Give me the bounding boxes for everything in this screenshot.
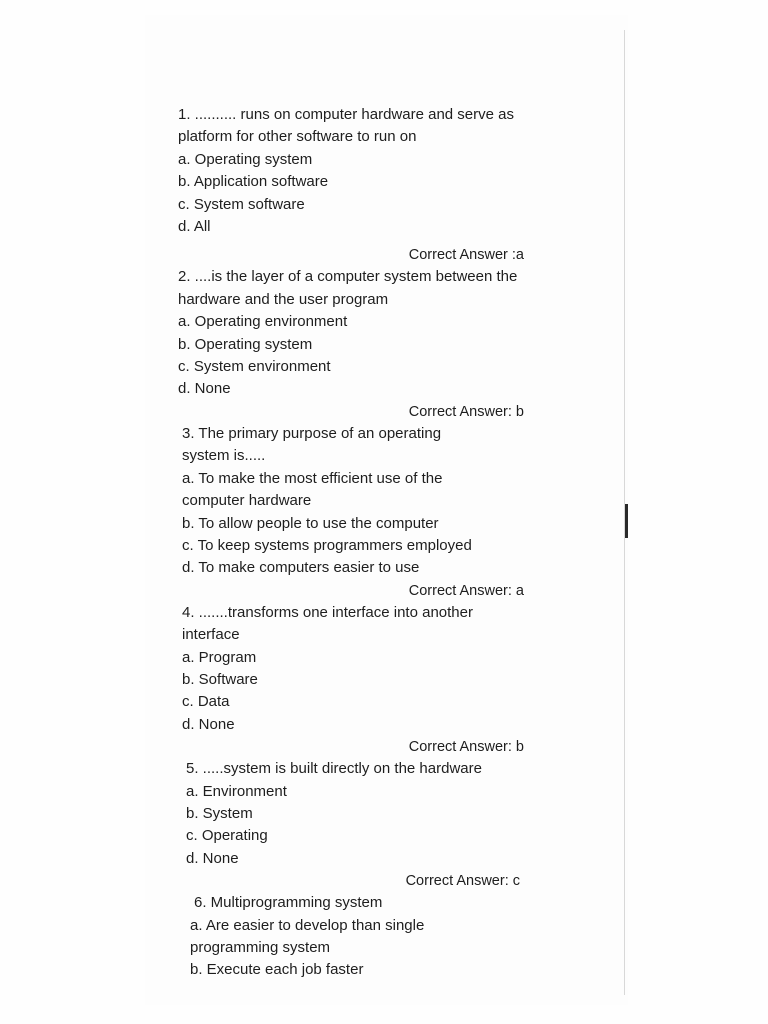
option-b: b. System	[186, 804, 253, 822]
question-text: 4. .......transforms one interface into another interface	[182, 603, 473, 644]
page-fold-mark	[625, 504, 628, 538]
option-b: b. Execute each job faster	[190, 961, 364, 979]
question-3	[178, 423, 528, 602]
option-b: b. To allow people to use the computer	[182, 514, 439, 532]
question-1	[178, 104, 528, 266]
option-d: d. None	[178, 380, 231, 398]
option-c: c. System software	[178, 195, 305, 213]
option-a: a. Environment	[186, 782, 287, 800]
option-d: d. None	[186, 849, 239, 867]
question-text: 6. Multiprogramming system	[194, 894, 383, 912]
question-text: 2. ....is the layer of a computer system between the hardware and the user program	[178, 268, 518, 308]
correct-answer: Correct Answer: c	[405, 873, 520, 890]
option-a: a. Program	[182, 648, 257, 666]
correct-answer: Correct Answer :a	[408, 247, 524, 264]
question-6	[178, 892, 528, 982]
question-text: 1. .......... runs on computer hardware and serve as platform for other software to run on	[178, 106, 514, 146]
option-b: b. Software	[182, 670, 258, 688]
option-b: b. Application software	[178, 173, 329, 191]
option-d: d. None	[182, 715, 235, 733]
option-d: d. All	[178, 218, 211, 236]
correct-answer: Correct Answer: b	[408, 403, 524, 420]
quiz-document	[178, 104, 528, 982]
option-d: d. To make computers easier to use	[182, 559, 420, 577]
correct-answer: Correct Answer: a	[408, 582, 524, 599]
option-a: a. Operating environment	[178, 313, 348, 331]
option-a: a. To make the most efficient use of the computer hardware	[182, 469, 443, 510]
option-a: a. Operating system	[178, 150, 313, 168]
option-a: a. Are easier to develop than single programming system	[190, 916, 425, 956]
question-4	[178, 602, 528, 758]
correct-answer: Correct Answer: b	[408, 739, 524, 756]
option-c: c. Operating	[186, 827, 268, 845]
question-text: 3. The primary purpose of an operating system is.....	[182, 424, 442, 465]
option-c: c. To keep systems programmers employed	[182, 536, 472, 554]
option-b: b. Operating system	[178, 335, 313, 353]
option-c: c. System environment	[178, 358, 331, 376]
question-5	[178, 758, 528, 892]
question-text: 5. .....system is built directly on the hardware	[186, 760, 482, 778]
option-c: c. Data	[182, 693, 230, 711]
question-2	[178, 266, 528, 422]
